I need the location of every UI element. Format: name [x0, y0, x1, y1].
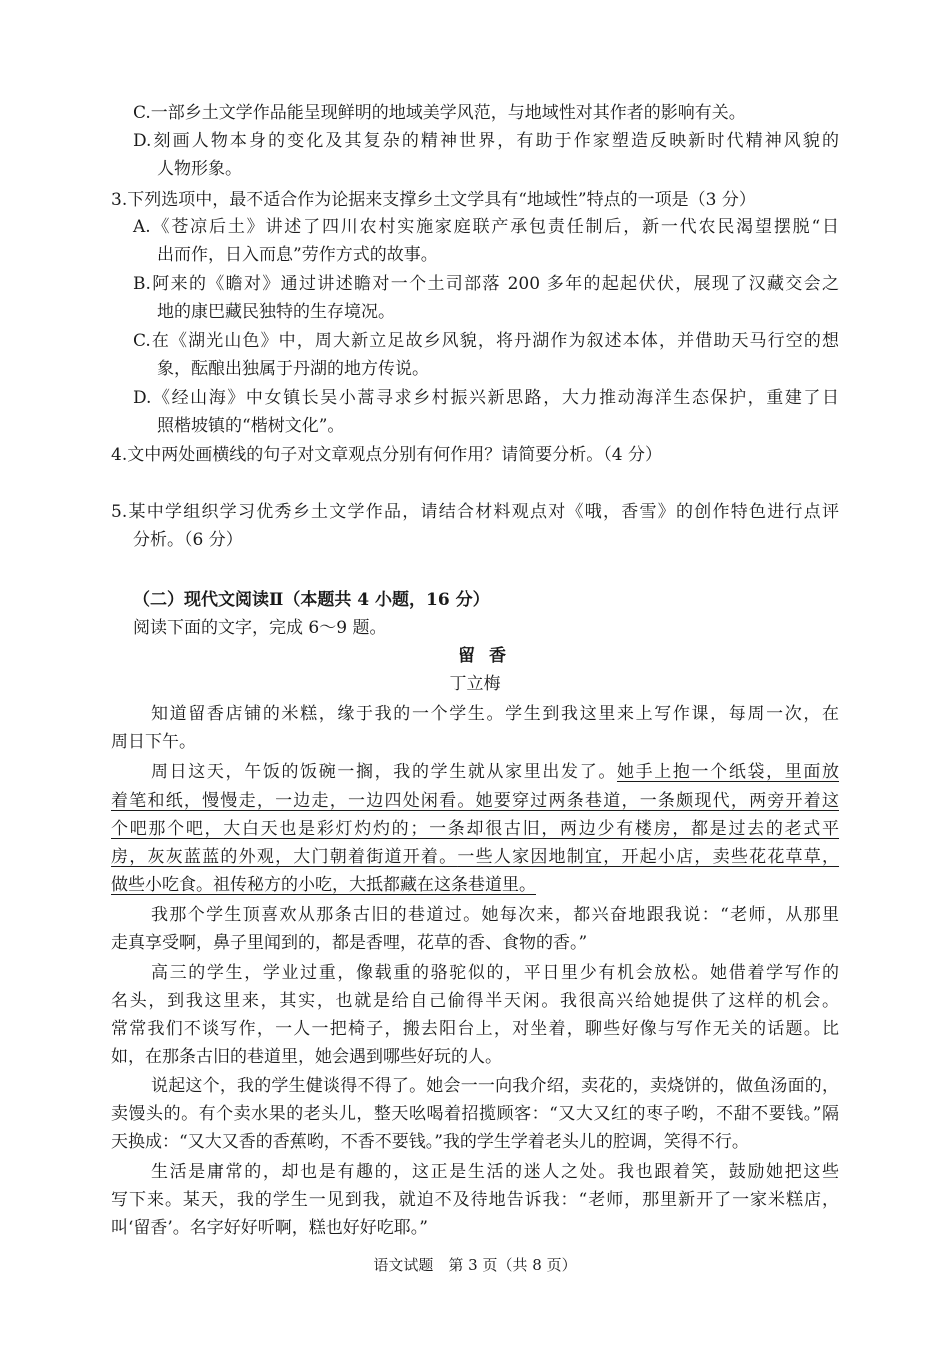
underlined-sentence: 做些小吃食。祖传秘方的小吃，大抵都藏在这条巷道里。	[111, 875, 536, 895]
article-paragraph-5-cont: 天换成：“又大又香的香蕉哟，不香不要钱。”我的学生学着老头儿的腔调，笑得不行。	[111, 1132, 749, 1152]
q5-stem: 5.某中学组织学习优秀乡土文学作品，请结合材料观点对《哦，香雪》的创作特色进行点评	[111, 502, 839, 522]
q2-option-d-cont: 人物形象。	[157, 159, 242, 179]
q3-option-c-cont: 象，酝酿出独属于丹湖的地方传说。	[157, 359, 429, 379]
article-paragraph-6-cont: 叫‘留香’。名字好好听啊，糕也好好吃耶。”	[111, 1218, 428, 1238]
section-heading: （二）现代文阅读Ⅱ（本题共 4 小题，16 分）	[133, 590, 490, 610]
q3-option-a: A.《苍凉后土》讲述了四川农村实施家庭联产承包责任制后，新一代农民渴望摆脱“日	[133, 217, 839, 237]
q3-option-d: D.《经山海》中女镇长吴小蒿寻求乡村振兴新思路，大力推动海洋生态保护，重建了日	[133, 388, 839, 408]
q3-option-b-cont: 地的康巴藏民独特的生存境况。	[157, 302, 395, 322]
q3-option-c: C.在《湖光山色》中，周大新立足故乡风貌，将丹湖作为叙述本体，并借助天马行空的想	[133, 331, 839, 351]
article-paragraph-4: 高三的学生，学业过重，像载重的骆驼似的，平日里少有机会放松。她借着学写作的	[151, 963, 839, 983]
article-paragraph-1: 知道留香店铺的米糕，缘于我的一个学生。学生到我这里来上写作课，每周一次，在	[151, 704, 839, 724]
article-title: 留香	[458, 646, 520, 666]
article-paragraph-6-cont: 写下来。某天，我的学生一见到我，就迫不及待地告诉我：“老师，那里新开了一家米糕店，	[111, 1190, 839, 1210]
q2-option-d: D.刻画人物本身的变化及其复杂的精神世界，有助于作家塑造反映新时代精神风貌的	[133, 131, 839, 151]
q5-stem-cont: 分析。（6 分）	[133, 530, 243, 550]
article-paragraph-5-cont: 卖馒头的。有个卖水果的老头儿，整天吆喝着招揽顾客：“又大又红的枣子哟，不甜不要钱。”隔	[111, 1104, 839, 1124]
q3-option-b: B.阿来的《瞻对》通过讲述瞻对一个土司部落 200 多年的起起伏伏，展现了汉藏交会之	[133, 274, 839, 294]
underlined-sentence: 她手上抱一个纸袋，里面放	[616, 762, 840, 782]
article-paragraph-2-line-5	[111, 873, 839, 897]
section-instruction: 阅读下面的文字，完成 6～9 题。	[133, 618, 387, 638]
underlined-sentence: 一些人家因地制宜，开起小店，卖些花花草草，	[457, 847, 840, 867]
article-paragraph-2-line-4	[111, 845, 839, 869]
page-footer: 语文试题 第 3 页（共 8 页）	[373, 1256, 577, 1274]
article-paragraph-4-cont: 名头，到我这里来，其实，也就是给自己偷得半天闲。我很高兴给她提供了这样的机会。	[111, 991, 839, 1011]
underlined-sentence: 房，灰灰蓝蓝的外观，大门朝着街道开着。	[111, 847, 458, 867]
article-paragraph-6: 生活是庸常的，却也是有趣的，这正是生活的迷人之处。我也跟着笑，鼓励她把这些	[151, 1162, 839, 1182]
q3-option-d-cont: 照楷坡镇的“楷树文化”。	[157, 416, 345, 436]
q4-stem: 4.文中两处画横线的句子对文章观点分别有何作用？请简要分析。（4 分）	[111, 445, 662, 465]
article-paragraph-5: 说起这个，我的学生健谈得不得了。她会一一向我介绍，卖花的，卖烧饼的，做鱼汤面的，	[151, 1076, 839, 1096]
article-paragraph-3: 我那个学生顶喜欢从那条古旧的巷道过。她每次来，都兴奋地跟我说：“老师，从那里	[151, 905, 839, 925]
q3-option-a-cont: 出而作，日入而息”劳作方式的故事。	[157, 245, 438, 265]
plain-sentence: 周日这天，午饭的饭碗一搁，我的学生就从家里出发了。	[151, 762, 617, 782]
article-author: 丁立梅	[449, 674, 501, 694]
article-paragraph-1-cont: 周日下午。	[111, 732, 196, 752]
article-paragraph-4-cont: 如，在那条古旧的巷道里，她会遇到哪些好玩的人。	[111, 1047, 502, 1067]
article-paragraph-3-cont: 走真享受啊，鼻子里闻到的，都是香哩，花草的香、食物的香。”	[111, 933, 588, 953]
article-paragraph-2	[111, 760, 839, 784]
q2-option-c: C.一部乡土文学作品能呈现鲜明的地域美学风范，与地域性对其作者的影响有关。	[133, 103, 746, 123]
q3-stem: 3.下列选项中，最不适合作为论据来支撑乡土文学具有“地域性”特点的一项是（3 分）	[111, 190, 756, 210]
underlined-sentence-line: 个吧那个吧，大白天也是彩灯灼灼的；一条却很古旧，两边少有楼房，都是过去的老式平	[111, 819, 839, 839]
article-paragraph-4-cont: 常常我们不谈写作，一人一把椅子，搬去阳台上，对坐着，聊些好像与写作无关的话题。比	[111, 1019, 839, 1039]
underlined-sentence-line: 着笔和纸，慢慢走，一边走，一边四处闲看。她要穿过两条巷道，一条颇现代，两旁开着这	[111, 791, 839, 811]
